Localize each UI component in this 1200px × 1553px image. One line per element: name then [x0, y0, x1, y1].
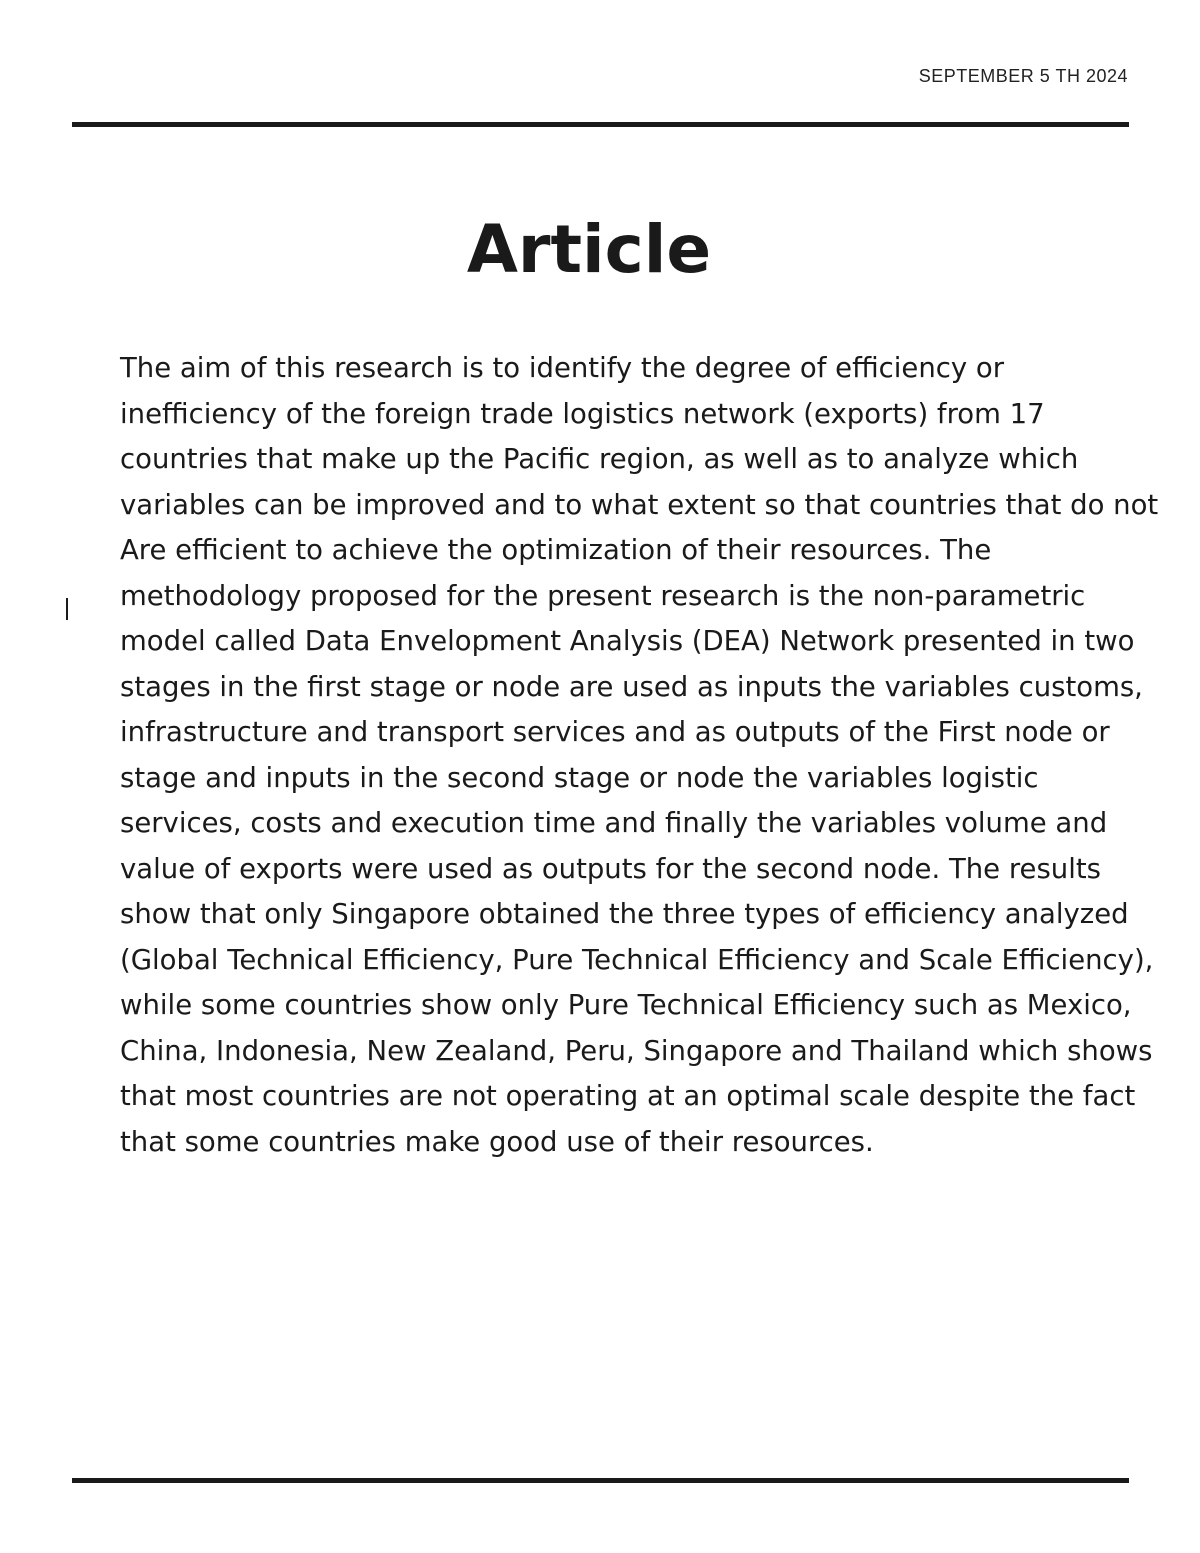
text-cursor	[66, 598, 68, 620]
bottom-divider	[72, 1478, 1129, 1483]
article-body[interactable]: The aim of this research is to identify the degree of efficiency or inefficiency of the foreign trade logistics network (exports) from 17 countries that make up the Pacific region, as well as to analyze which variables can be improved and to what extent so that countries that do not Are efficient to achieve the optimization of their resources. The methodology proposed for the present research is the non-parametric model called Data Envelopment Analysis (DEA) Network presented in two stages in the first stage or node are used as inputs the variables customs, infrastructure and transport services and as outputs of the First node or stage and inputs in the second stage or node the variables logistic services, costs and execution time and finally the variables volume and value of exports were used as outputs for the second node. The results show that only Singapore obtained the three types of efficiency analyzed (Global Technical Efficiency, Pure Technical Efficiency and Scale Efficiency), while some countries show only Pure Technical Efficiency such as Mexico, China, Indonesia, New Zealand, Peru, Singapore and Thailand which shows that most countries are not operating at an optimal scale despite the fact that some countries make good use of their resources.	[120, 352, 1159, 1158]
top-divider	[72, 122, 1129, 127]
document-date: SEPTEMBER 5 TH 2024	[918, 66, 1128, 86]
page-title: Article	[466, 211, 712, 288]
